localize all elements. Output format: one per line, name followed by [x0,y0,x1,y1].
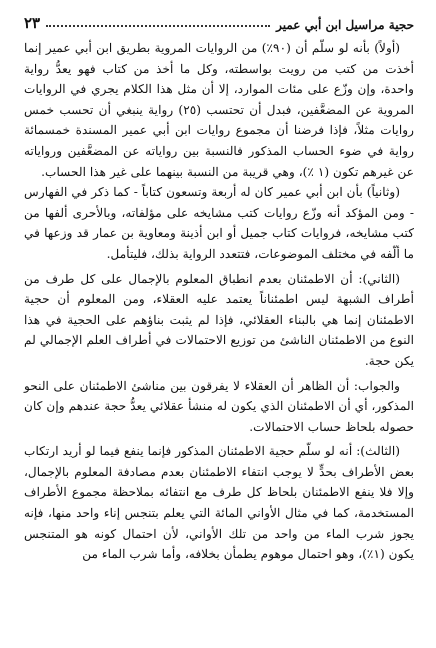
page-header [24,6,414,32]
running-title: حجية مراسيل ابن أبي عمير [276,18,414,32]
paragraph-answer: والجواب: أن الظاهر أن العقلاء لا يفرقون بين مناشئ الاطمئنان على النحو المذكور، أي أن الاطمئنان الذي يكون له منشأ عقلائي يعدُّ حجة عندهم وإن كان حصوله بلحاظ حساب الاحتمالات. [24,378,414,434]
page-number: ٢٣ [24,14,41,32]
paragraph-second-objection: (الثاني): أن الاطمئنان بعدم انطباق المعلوم بالإجمال على كل طرف من أطراف الشبهة ليس اطمئناناً يعتمد عليه العقلاء، ومن المعلوم أن حجية الاطمئنان إنما هي بالبناء العقلائي، فإذا لم يثبت بناؤهم على الحجية في هذا النوع من الاطمئنان الناشئ من توزيع الاحتمالات في أطراف العلم الإجمالي لم يكن حجة. [24,271,414,368]
paragraph-second-reply: (وثانياً) بأن ابن أبي عمير كان له أربعة وتسعون كتاباً - كما ذكر في الفهارس - ومن المؤكد أنه وزّع روايات كتب مشايخه على مؤلفاته، وبالأحرى ألفها من كتب مشايخه، فروايات كتاب جميل أو ابن أذينة ومعاوية بن عمار قد وزعها في ما ألّفه في مختلف الموضوعات، فتتعدد الرواية بذلك، فليتأمل. [24,185,414,261]
page-body [24,38,414,565]
paragraph-third-objection: (الثالث): أنه لو سلّم حجية الاطمئنان المذكور فإنما ينفع فيما لو أريد ارتكاب بعض الأطراف بحدٍّ لا يوجب انتفاء الاطمئنان بعدم مصادفة المعلوم بالإجمال، وإلا فلا ينفع الاطمئنان بلحاظ كل طرف مع انتفائه بملاحظة مجموع الأطراف المستخدمة، كما في مثال الأواني المائة التي يعلم بتنجس إناء واحد منها، فإنه يجوز شرب الماء من واحد من تلك الأواني، لأن احتمال كونه هو المتنجس يكون (١٪)، وهو احتمال موهوم يطمأن بخلافه، وأما شرب الماء من [24,444,414,562]
header-dotted-leader [46,25,270,27]
paragraph-first-reply: (أولاً) بأنه لو سلّم أن (٩٠٪) من الروايات المروية بطريق ابن أبي عمير إنما أخذت من كتب من رويت بواسطته، وكل ما أخذ من كتاب فهو يعدُّ رواية واحدة، وإن وزّع على مئات الموارد، إلا أن مثل هذا الكلام يجري في الروايات المروية عن المضعَّفين، فبدل أن تحتسب (٢٥) رواية ينبغي أن تحسب خمس روايات مثلاً، فإذا فرضنا أن مجموع روايات ابن أبي عمير المسندة خمسمائة رواية في ضوء الحساب المذكور فالنسبة بين رواياته عن المضعَّفين ورواياته عن غيرهم تكون (١ ٪)، وهي قريبة من النسبة بينهما على غير هذا الحساب. [24,41,414,179]
